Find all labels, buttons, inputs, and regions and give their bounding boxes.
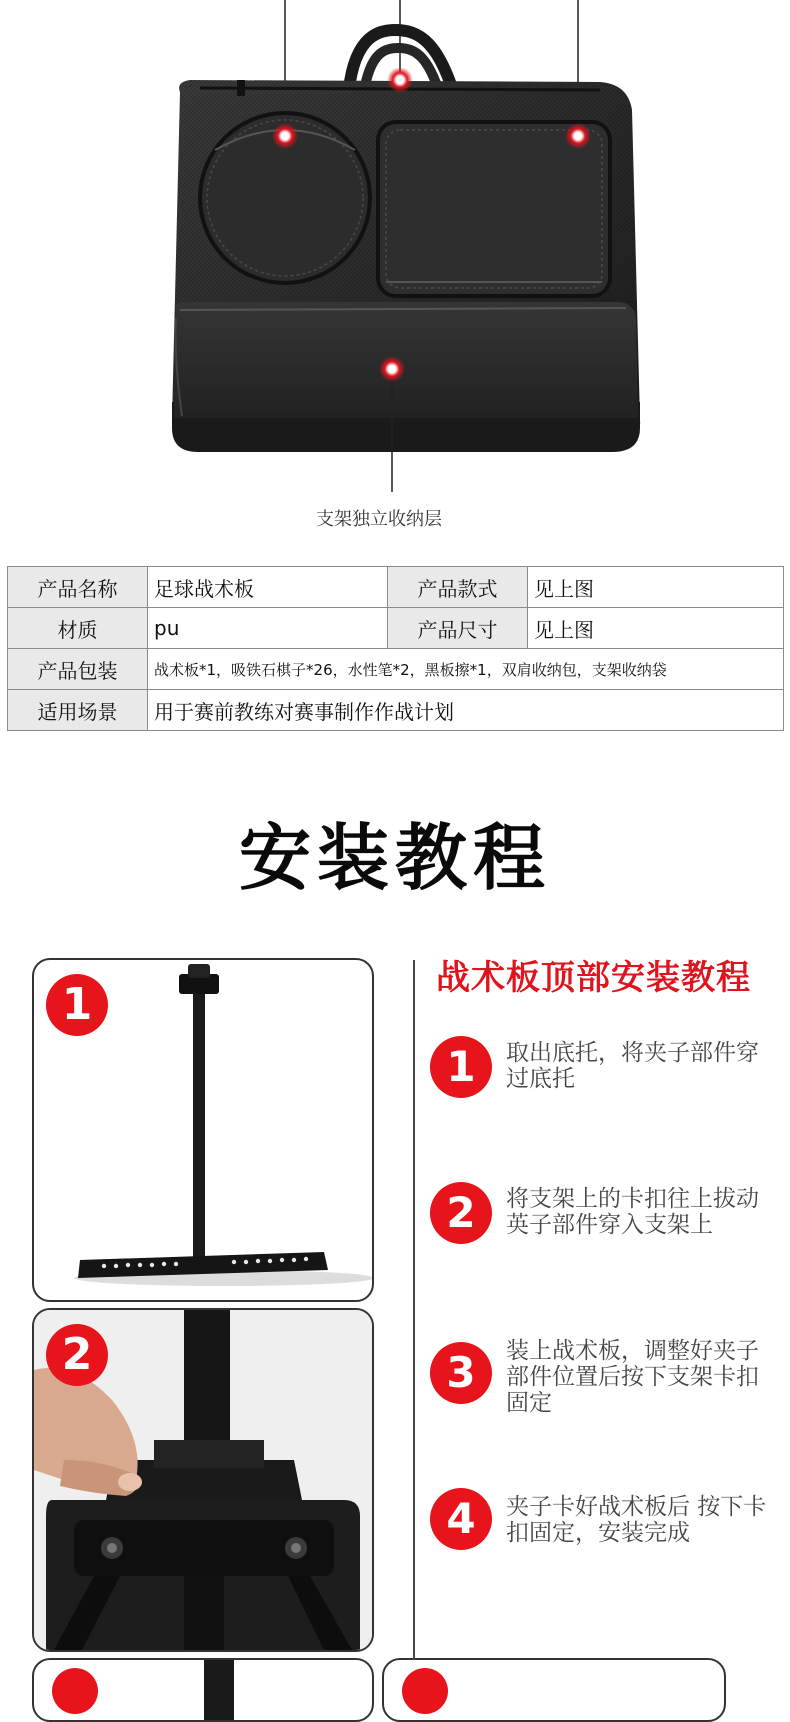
table-row <box>8 690 784 731</box>
tote-bag-illustration <box>0 0 790 540</box>
step-number-badge-icon <box>52 1668 98 1714</box>
step-photo-2 <box>32 1308 374 1652</box>
hotspot-dot-icon <box>387 67 413 93</box>
spec-table <box>7 566 784 731</box>
table-row <box>8 608 784 649</box>
spec-key: 产品名称 <box>8 567 148 608</box>
callout-label-stand-pocket: 支架独立收纳层 <box>316 509 442 530</box>
step-photo-1 <box>32 958 374 1302</box>
step-number-badge-icon: 4 <box>430 1488 492 1550</box>
step-number-badge-icon: 2 <box>46 1324 108 1386</box>
step-description: 夹子卡好战术板后 按下卡扣固定，安装完成 <box>506 1494 767 1546</box>
step-description: 装上战术板，调整好夹子部件位置后按下支架卡扣固定 <box>506 1338 759 1416</box>
step-number-badge-icon: 1 <box>430 1036 492 1098</box>
step-description: 将支架上的卡扣往上拔动英子部件穿入支架上 <box>506 1186 759 1238</box>
spec-value: 用于赛前教练对赛事制作作战计划 <box>148 690 784 731</box>
spec-key: 产品尺寸 <box>388 608 528 649</box>
spec-value: pu <box>148 608 388 649</box>
spec-key: 产品包装 <box>8 649 148 690</box>
column-divider <box>413 960 415 1660</box>
spec-key: 产品款式 <box>388 567 528 608</box>
hotspot-dot-icon <box>272 123 298 149</box>
spec-key: 适用场景 <box>8 690 148 731</box>
hotspot-dot-icon <box>379 356 405 382</box>
tutorial-heading: 战术板顶部安装教程 <box>436 958 751 998</box>
step-number-badge-icon: 1 <box>46 974 108 1036</box>
spec-value: 战术板*1，吸铁石棋子*26，水性笔*2，黑板擦*1，双肩收纳包，支架收纳袋 <box>148 649 784 690</box>
spec-key: 材质 <box>8 608 148 649</box>
step-photo-4 <box>382 1658 726 1722</box>
step-number-badge-icon <box>402 1668 448 1714</box>
step-number-badge-icon: 3 <box>430 1342 492 1404</box>
spec-value: 见上图 <box>528 608 784 649</box>
spec-value: 见上图 <box>528 567 784 608</box>
stand-post <box>204 1660 234 1720</box>
table-row <box>8 567 784 608</box>
page-title: 安装教程 <box>238 816 551 900</box>
step-photo-3 <box>32 1658 374 1722</box>
step-number-badge-icon: 2 <box>430 1182 492 1244</box>
step-description: 取出底托，将夹子部件穿过底托 <box>506 1040 759 1092</box>
table-row <box>8 649 784 690</box>
spec-value: 足球战术板 <box>148 567 388 608</box>
hotspot-dot-icon <box>565 123 591 149</box>
bag-photo-section <box>0 0 790 540</box>
